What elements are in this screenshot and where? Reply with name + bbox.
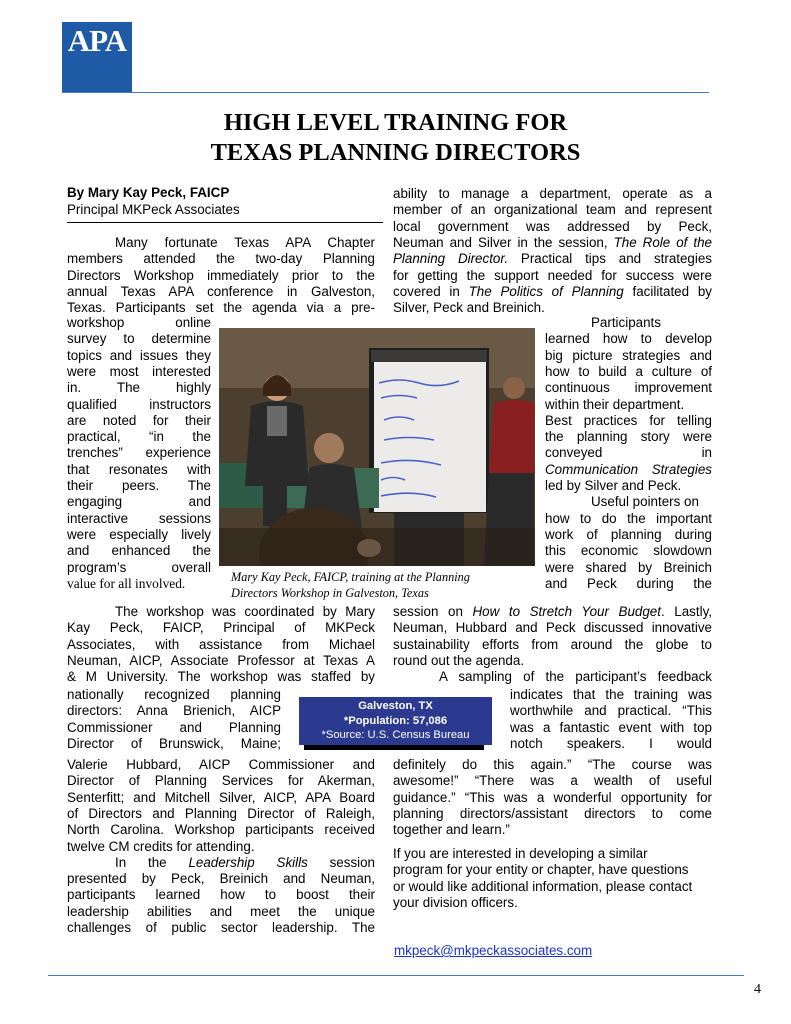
closing-line: program for your entity or chapter, have questions <box>393 862 689 878</box>
page-title-line-1: HIGH LEVEL TRAINING FOR <box>223 109 568 136</box>
col1-bottom-narrow-line: Commissioner and Planning <box>67 719 281 735</box>
col2-wrap-line: the planning story were <box>545 429 712 445</box>
col1-bottom-rest-line: presented by Peck, Breinich and Neuman, <box>67 871 375 887</box>
col2-wrap-line: learned how to develop <box>545 331 712 347</box>
col1-bottom-full-line: The workshop was coordinated by Mary <box>115 604 375 619</box>
col2-wrap-line: Communication Strategies <box>545 461 712 477</box>
col2-bottom-narrow-line: notch speakers. I would <box>510 735 712 751</box>
col1-bottom-rest-line: In the Leadership Skills session <box>115 854 376 870</box>
col1-bottom-rest-line: Senterfitt; and Mitchell Silver, AICP, APA Board <box>67 789 375 805</box>
col2-bottom-full-line: sustainability efforts from around the globe to <box>393 636 712 652</box>
col1-wrap-line: were most interested <box>67 363 211 379</box>
col1-wrap-line: their peers. The <box>67 478 211 493</box>
col1-bottom-full-line: Neuman, AICP, Associate Professor at Texas A <box>67 652 375 668</box>
col1-wrap-line: value for all involved. <box>67 575 186 591</box>
col1-top-line: Many fortunate Texas APA Chapter <box>115 235 375 250</box>
footer-rule <box>48 975 744 976</box>
col1-wrap-line: survey to determine <box>67 331 211 347</box>
closing-line: your division officers. <box>393 894 518 910</box>
col2-bottom-rest-line: guidance.” “This was a wonderful opportunity for <box>393 789 712 805</box>
col2-wrap-line: conveyed in <box>545 445 712 461</box>
col2-bottom-rest-line: together and learn.” <box>393 822 510 838</box>
col2-wrap-line: Participants <box>591 315 661 330</box>
apa-logo <box>62 22 132 93</box>
infobox-city: Galveston, TX <box>358 700 433 712</box>
photo-caption-line-1: Mary Kay Peck, FAICP, training at the Planning <box>231 570 470 584</box>
col1-bottom-full-line: Kay Peck, FAICP, Principal of MKPeck <box>67 620 375 636</box>
col2-wrap-line: were shared by Breinich <box>545 559 712 575</box>
col2-top-line: Planning Director. Practical tips and strategies <box>393 251 712 267</box>
col2-wrap-line: work of planning during <box>545 526 712 542</box>
col1-bottom-narrow-line: Director of Brunswick, Maine; <box>67 735 281 751</box>
col1-wrap-line: and enhanced the <box>67 543 211 559</box>
col2-bottom-narrow-line: indicates that the training was <box>510 687 712 702</box>
closing-line: or would like additional information, please contact <box>393 878 693 894</box>
closing-line: If you are interested in developing a similar <box>393 846 648 861</box>
col2-wrap-line: this economic slowdown <box>545 543 712 559</box>
col1-bottom-full-line: & M University. The workshop was staffed by <box>67 669 375 685</box>
col2-wrap-line: how to build a culture of <box>545 363 712 379</box>
col1-bottom-rest-line: participants learned how to boost their <box>67 887 375 903</box>
col1-wrap-line: qualified instructors <box>67 396 211 412</box>
col1-wrap-line: practical, “in the <box>67 429 211 445</box>
col2-bottom-full-line: session on How to Stretch Your Budget. Lastly, <box>393 604 712 619</box>
header-rule <box>62 92 709 93</box>
infobox-population: *Population: 57,086 <box>343 714 448 727</box>
col2-wrap-line: how to do the important <box>545 510 712 526</box>
col1-wrap-line: trenches” experience <box>67 445 211 461</box>
col1-bottom-rest-line: Director of Planning Services for Akerman, <box>67 773 375 789</box>
byline-affiliation: Principal MKPeck Associates <box>67 202 240 217</box>
col1-bottom-narrow-line: nationally recognized planning <box>67 687 281 702</box>
contact-email-link[interactable]: mkpeck@mkpeckassociates.com <box>394 943 593 958</box>
byline-author: By Mary Kay Peck, FAICP <box>67 185 230 200</box>
col1-wrap-line: workshop online <box>67 315 211 330</box>
apa-logo-text: APA <box>67 23 127 58</box>
col2-top-line: covered in The Politics of Planning facilitated by <box>393 283 712 299</box>
col1-top-line: annual Texas APA conference in Galveston, <box>67 283 375 299</box>
col2-bottom-rest-line: definitely do this again.” “The course was <box>393 757 712 772</box>
col1-bottom-rest-line: Valerie Hubbard, AICP Commissioner and <box>67 757 375 772</box>
col1-wrap-line: are noted for their <box>67 412 211 428</box>
col1-top-line: members attended the two-day Planning <box>67 251 375 267</box>
col1-bottom-rest-line: leadership abilities and meet the unique <box>67 903 375 919</box>
col2-top-line: Silver, Peck and Breinich. <box>393 300 545 316</box>
col1-wrap-line: that resonates with <box>67 461 211 477</box>
col1-bottom-full-line: Associates, with assistance from Michael <box>67 636 375 652</box>
byline-rule <box>67 222 383 223</box>
col2-wrap-line: big picture strategies and <box>545 347 712 363</box>
photo-caption-line-2: Directors Workshop in Galveston, Texas <box>231 586 429 600</box>
col2-bottom-rest-line: planning directors/assistant directors to come <box>393 805 712 821</box>
page-number: 4 <box>754 982 761 997</box>
col1-bottom-rest-line: of Directors and Planning Director of Raleigh, <box>67 805 375 821</box>
col2-bottom-narrow-line: worthwhile and practical. “This <box>510 703 712 719</box>
col2-bottom-narrow-line: was a fantastic event with top <box>510 719 712 735</box>
col1-wrap-line: in. The highly <box>67 380 211 396</box>
col1-top-line: Directors Workshop immediately prior to the <box>67 267 375 283</box>
col2-wrap-line: and Peck during the <box>545 575 712 591</box>
col1-wrap-line: were especially lively <box>67 526 211 542</box>
page-title-line-2: TEXAS PLANNING DIRECTORS <box>210 139 581 166</box>
col1-bottom-rest-line: twelve CM credits for attending. <box>67 838 255 854</box>
workshop-photo <box>219 328 535 566</box>
col2-wrap-line: Useful pointers on <box>591 494 699 510</box>
col1-bottom-narrow-line: directors: Anna Brienich, AICP <box>67 703 281 719</box>
col2-top-line: for getting the support needed for success were <box>393 267 712 283</box>
col1-wrap-line: interactive sessions <box>67 510 211 526</box>
col2-bottom-full-line: A sampling of the participant’s feedback <box>439 669 712 685</box>
col2-top-line: member of an organizational team and represent <box>393 202 712 218</box>
col2-wrap-line: Best practices for telling <box>545 412 712 428</box>
col1-wrap-line: engaging and <box>67 494 211 510</box>
col1-bottom-rest-line: North Carolina. Workshop participants received <box>67 822 375 838</box>
col1-bottom-rest-line: challenges of public sector leadership. The <box>67 920 375 935</box>
population-infobox <box>299 697 492 745</box>
infobox-source: *Source: U.S. Census Bureau <box>321 729 470 741</box>
col2-top-line: Neuman and Silver in the session, The Role of the <box>393 234 713 250</box>
col2-wrap-line: within their department. <box>545 396 685 412</box>
col1-wrap-line: topics and issues they <box>67 347 211 363</box>
col2-bottom-full-line: Neuman, Hubbard and Peck discussed innovative <box>393 620 712 636</box>
col1-wrap-line: program’s overall <box>67 559 211 575</box>
col2-top-line: local government was addressed by Peck, <box>393 218 712 234</box>
col2-bottom-full-line: round out the agenda. <box>393 652 525 668</box>
col2-wrap-line: led by Silver and Peck. <box>545 478 682 493</box>
col2-top-line: ability to manage a department, operate as a <box>393 186 712 201</box>
col2-bottom-rest-line: awesome!” “There was a wealth of useful <box>393 773 712 789</box>
col2-wrap-line: continuous improvement <box>545 380 712 396</box>
col1-top-line: Texas. Participants set the agenda via a pre- <box>67 300 375 316</box>
